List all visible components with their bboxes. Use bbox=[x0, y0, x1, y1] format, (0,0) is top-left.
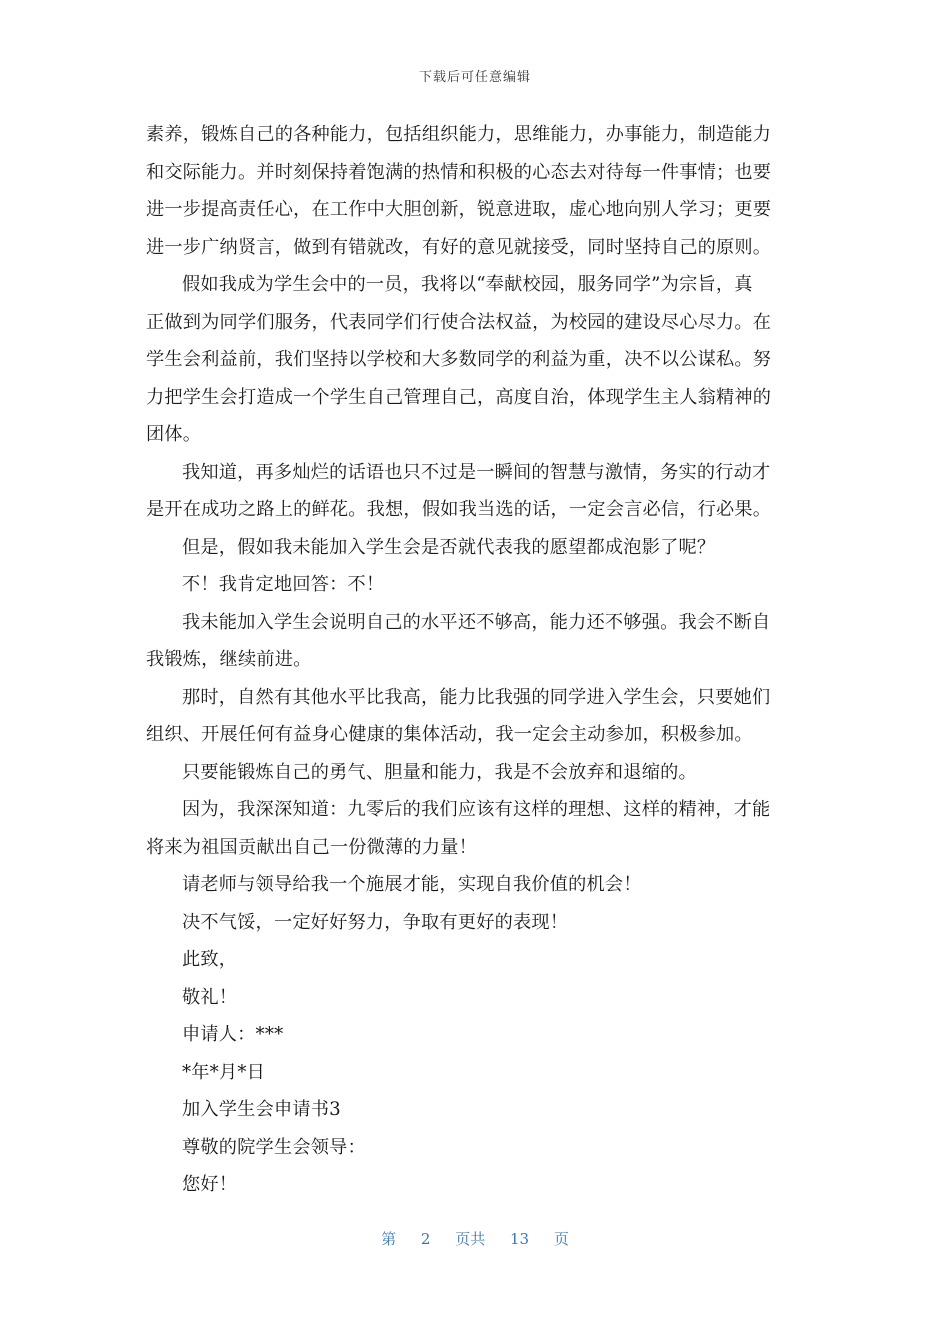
text-line: 决不气馁，一定好好努力，争取有更好的表现！ bbox=[182, 911, 569, 933]
text-line: 假如我成为学生会中的一员，我将以“奉献校园，服务同学”为宗旨，真 bbox=[182, 274, 753, 295]
text-line: 申请人：*** bbox=[182, 1024, 284, 1045]
text-line: 我知道，再多灿烂的话语也只不过是一瞬间的智慧与激情，务实的行动才 bbox=[182, 461, 771, 483]
text-line: 我未能加入学生会说明自己的水平还不够高，能力还不够强。我会不断自 bbox=[182, 611, 771, 633]
text-line: 但是，假如我未能加入学生会是否就代表我的愿望都成泡影了呢？ bbox=[182, 536, 716, 558]
text-line: 因为，我深深知道：九零后的我们应该有这样的理想、这样的精神，才能 bbox=[182, 799, 771, 820]
text-line: 那时，自然有其他水平比我高，能力比我强的同学进入学生会，只要她们 bbox=[182, 686, 771, 708]
text-line: 不！我肯定地回答：不！ bbox=[182, 574, 385, 595]
text-line: 是开在成功之路上的鲜花。我想，假如我当选的话，一定会言必信，行必果。 bbox=[146, 499, 772, 520]
header-text: 下载后可任意编辑 bbox=[418, 70, 531, 85]
page-header bbox=[0, 66, 950, 85]
text-line: 素养，锻炼自己的各种能力，包括组织能力，思维能力，办事能力，制造能力 bbox=[146, 124, 772, 145]
text-line: 您好！ bbox=[182, 1174, 238, 1195]
text-line: 加入学生会申请书3 bbox=[182, 1099, 341, 1120]
text-line: 进一步广纳贤言，做到有错就改，有好的意见就接受，同时坚持自己的原则。 bbox=[146, 236, 772, 258]
footer-current-page: 2 bbox=[420, 1230, 431, 1248]
text-line: 此致， bbox=[182, 949, 238, 970]
text-line: 学生会利益前，我们坚持以学校和大多数同学的利益为重，决不以公谋私。努 bbox=[146, 349, 772, 370]
footer-middle: 页共 bbox=[455, 1230, 486, 1248]
text-line: 请老师与领导给我一个施展才能，实现自我价值的机会！ bbox=[182, 874, 642, 895]
page-footer bbox=[0, 1228, 950, 1249]
text-line: 团体。 bbox=[146, 424, 202, 445]
text-line: 我锻炼，继续前进。 bbox=[146, 649, 312, 670]
text-line: 力把学生会打造成一个学生自己管理自己，高度自治，体现学生主人翁精神的 bbox=[146, 386, 772, 408]
text-line: 正做到为同学们服务，代表同学们行使合法权益，为校园的建设尽心尽力。在 bbox=[146, 311, 772, 333]
footer-prefix: 第 bbox=[381, 1230, 397, 1248]
text-line: 敬礼！ bbox=[182, 986, 238, 1008]
text-line: 尊敬的院学生会领导： bbox=[182, 1136, 366, 1158]
text-line: 将来为祖国贡献出自己一份微薄的力量！ bbox=[146, 836, 477, 858]
text-line: 组织、开展任何有益身心健康的集体活动，我一定会主动参加，积极参加。 bbox=[146, 724, 753, 745]
document-body bbox=[146, 116, 806, 1204]
text-line: *年*月*日 bbox=[182, 1061, 266, 1083]
text-line: 进一步提高责任心，在工作中大胆创新，锐意进取，虚心地向别人学习；更要 bbox=[146, 199, 772, 220]
footer-suffix: 页 bbox=[553, 1230, 569, 1248]
footer-total-pages: 13 bbox=[510, 1230, 530, 1248]
text-line: 和交际能力。并时刻保持着饱满的热情和积极的心态去对待每一件事情；也要 bbox=[146, 161, 772, 183]
text-line: 只要能锻炼自己的勇气、胆量和能力，我是不会放弃和退缩的。 bbox=[182, 761, 697, 783]
